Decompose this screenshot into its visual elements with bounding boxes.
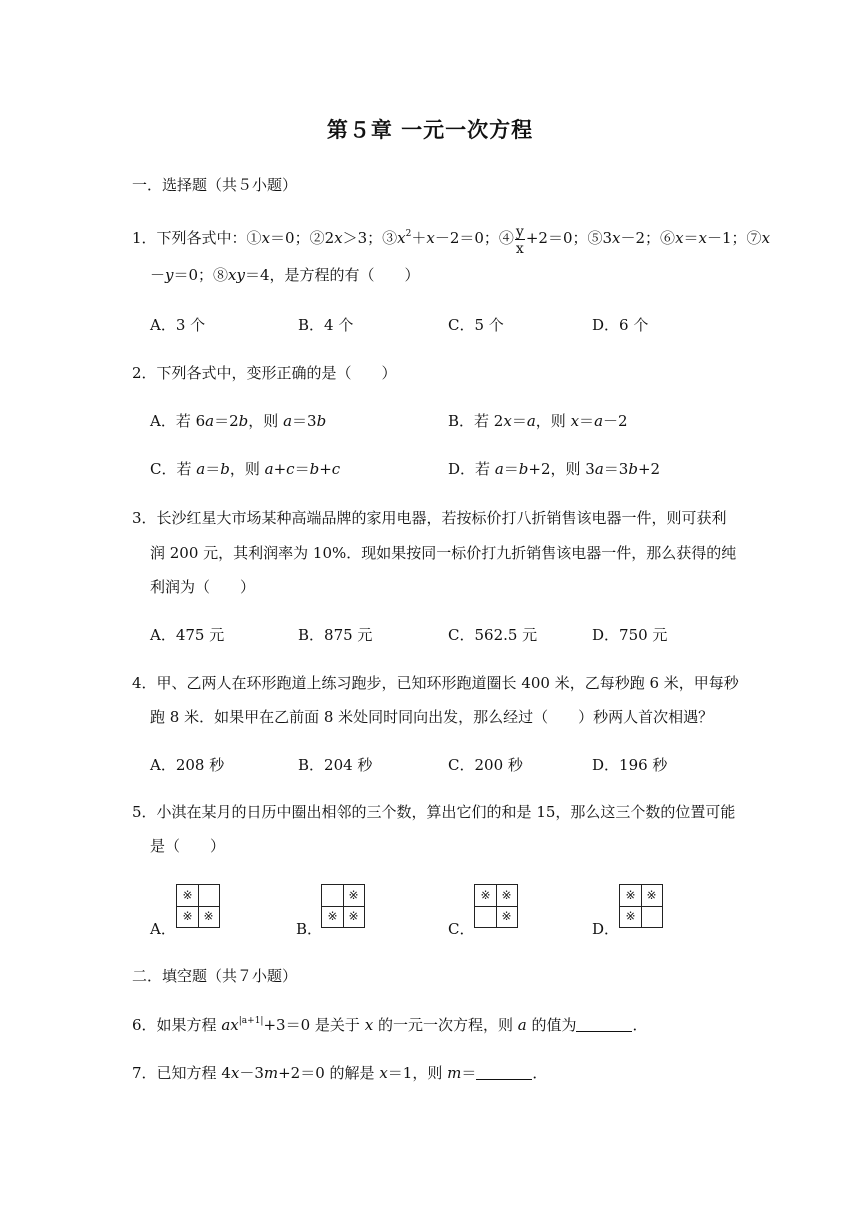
grid-mark: ※ (203, 909, 214, 923)
grid-mark: ※ (625, 909, 636, 923)
q3-option-d: D．750 元 (592, 626, 668, 644)
q3-option-c: C．562.5 元 (448, 626, 538, 644)
q4-option-a: A．208 秒 (150, 756, 225, 774)
question-4-line-1: 4．甲、乙两人在环形跑道上练习跑步，已知环形跑道圈长 400 米，乙每秒跑 6 米，甲每秒 (132, 674, 739, 692)
grid-mark: ※ (348, 909, 359, 923)
q4-option-d: D．196 秒 (592, 756, 668, 774)
answer-blank (476, 1065, 532, 1080)
q1-option-a: A．3 个 (150, 316, 206, 334)
question-1-line-1: 1．下列各式中：①x＝0；②2x＞3；$③x^2+x-2=0$；④ $\frac{y}{x}$ +2＝0；⑤3x－2；⑥x＝x－1；⑦x (132, 224, 771, 257)
q5-option-c-calendar-grid (474, 884, 518, 928)
question-3-line-1: 3．长沙红星大市场某种高端品牌的家用电器，若按标价打八折销售该电器一件，则可获利 (132, 509, 727, 527)
q1-option-c: C．5 个 (448, 316, 504, 334)
exponent: |a+1| (238, 1016, 264, 1026)
grid-mark: ※ (501, 888, 512, 902)
q1-option-b: B．4 个 (298, 316, 354, 334)
q1-option-d: D．6 个 (592, 316, 649, 334)
q5-option-b-calendar-grid (321, 884, 365, 928)
grid-mark: ※ (182, 888, 193, 902)
question-7: 7．已知方程 4x－3m+2＝0 的解是 x＝1，则 m＝ ． (132, 1064, 548, 1082)
grid-mark: ※ (501, 909, 512, 923)
question-6: 6．如果方程 $ax^{|a+1|}+3=0$ 是关于 x 的一元一次方程，则 a 的值为 ． (132, 1016, 648, 1034)
grid-mark: ※ (646, 888, 657, 902)
q5-option-c-label: C． (448, 920, 475, 938)
q3-option-b: B．875 元 (298, 626, 373, 644)
question-3-line-2: 润 200 元，其利润率为 10%．现如果按同一标价打九折销售该电器一件，那么获得的纯 (150, 544, 737, 562)
q2-option-a: A．若 6a＝2b，则 a＝3b (150, 412, 327, 430)
q5-option-d-label: D． (592, 920, 620, 938)
q5-option-b-label: B． (296, 920, 323, 938)
question-2-text: 2．下列各式中，变形正确的是（ ） (132, 364, 397, 382)
page-title: 第５章 一元一次方程 (326, 118, 534, 142)
q2-option-d: D．若 a＝b+2，则 3a＝3b+2 (448, 460, 661, 478)
question-1-line-2: －y＝0；⑧xy＝4，是方程的有（ ） (150, 266, 420, 284)
q2-option-c: C．若 a＝b，则 a+c＝b+c (150, 460, 341, 478)
q3-option-a: A．475 元 (150, 626, 225, 644)
section-heading-fill-in: 二．填空题（共７小题） (132, 967, 298, 985)
question-4-line-2: 跑 8 米．如果甲在乙前面 8 米处同时同向出发，那么经过（ ）秒两人首次相遇？ (150, 708, 714, 726)
q4-option-c: C．200 秒 (448, 756, 523, 774)
grid-mark: ※ (348, 888, 359, 902)
question-3-line-3: 利润为（ ） (150, 578, 256, 596)
question-5-line-1: 5．小淇在某月的日历中圈出相邻的三个数，算出它们的和是 15，那么这三个数的位置可能 (132, 803, 736, 821)
q5-option-d-calendar-grid (619, 884, 663, 928)
q5-option-a-label: A． (150, 920, 176, 938)
grid-mark: ※ (327, 909, 338, 923)
fraction-y-over-x: $\frac{y}{x}$ (515, 224, 524, 257)
q2-option-b: B．若 2x＝a，则 x＝a－2 (448, 412, 628, 430)
grid-mark: ※ (625, 888, 636, 902)
grid-mark: ※ (480, 888, 491, 902)
section-heading-choice: 一．选择题（共５小题） (132, 176, 298, 194)
grid-mark: ※ (182, 909, 193, 923)
q4-option-b: B．204 秒 (298, 756, 373, 774)
answer-blank (576, 1017, 632, 1032)
q5-option-a-calendar-grid (176, 884, 220, 928)
question-5-line-2: 是（ ） (150, 837, 226, 855)
